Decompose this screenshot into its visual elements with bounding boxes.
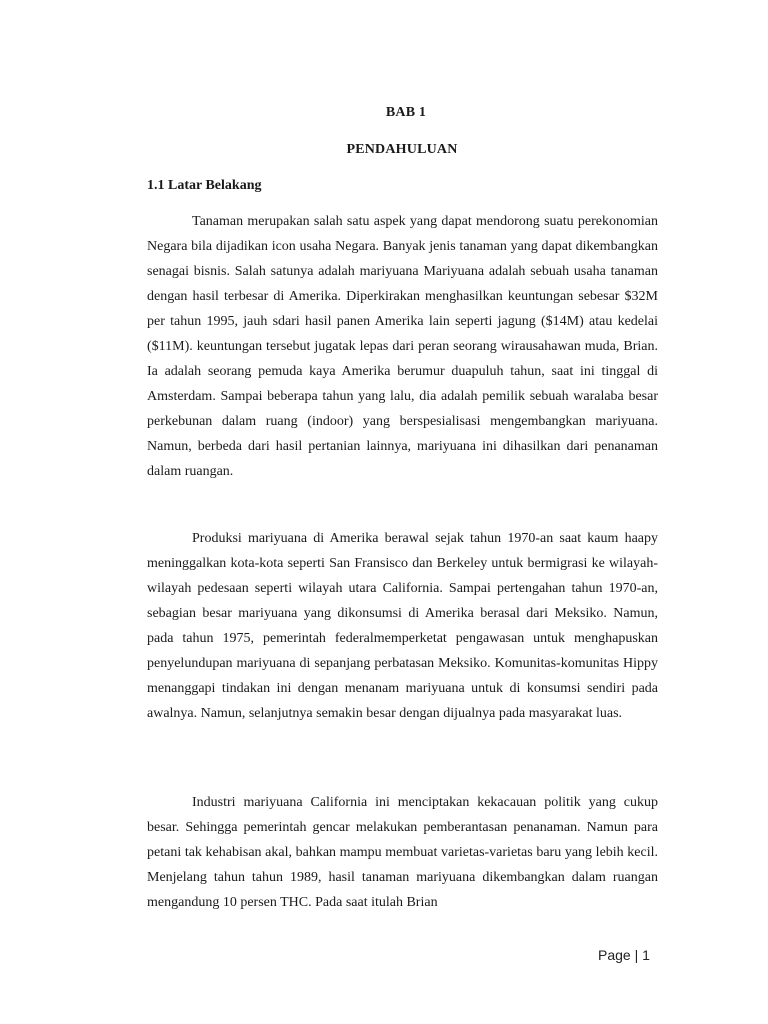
chapter-number: BAB 1 <box>385 105 427 120</box>
paragraph-3-block <box>147 790 658 915</box>
paragraph-1-block <box>147 209 658 484</box>
section-title: 1.1 Latar Belakang <box>147 178 262 193</box>
paragraph-2-block <box>147 526 658 726</box>
paragraph: Produksi mariyuana di Amerika berawal sejak tahun 1970-an saat kaum haapy meninggalkan kota-kota seperti San Fransisco dan Berkeley untuk bermigrasi ke wilayah-wilayah pedesaan seperti wilayah utara California. Sampai pertengahan tahun 1970-an, sebagian besar mariyuana yang dikonsumsi di Amerika berasal dari Meksiko. Namun, pada tahun 1975, pemerintah federalmemperketat pengawasan untuk menghapuskan penyelundupan mariyuana di sepanjang perbatasan Meksiko. Komunitas-komunitas Hippy menanggapi tindakan ini dengan menanam mariyuana untuk di konsumsi sendiri pada awalnya. Namun, selanjutnya semakin besar dengan dijualnya pada masyarakat luas. <box>147 531 658 721</box>
page-number-footer: Page | 1 <box>598 947 650 963</box>
chapter-title: PENDAHULUAN <box>346 142 458 157</box>
paragraph: Industri mariyuana California ini menciptakan kekacauan politik yang cukup besar. Sehingga pemerintah gencar melakukan pemberantasan penanaman. Namun para petani tak kehabisan akal, bahkan mampu membuat varietas-varietas baru yang lebih kecil. Menjelang tahun tahun 1989, hasil tanaman mariyuana dikembangkan dalam ruangan mengandung 10 persen THC. Pada saat itulah Brian <box>147 795 658 910</box>
paragraph: Tanaman merupakan salah satu aspek yang dapat mendorong suatu perekonomian Negara bila dijadikan icon usaha Negara. Banyak jenis tanaman yang dapat dikembangkan senagai bisnis. Salah satunya adalah mariyuana Mariyuana adalah sebuah usaha tanaman dengan hasil terbesar di Amerika. Diperkirakan menghasilkan keuntungan sebesar $32M per tahun 1995, jauh sdari hasil panen Amerika lain seperti jagung ($14M) atau kedelai ($11M). keuntungan tersebut jugatak lepas dari peran seorang wirausahawan muda, Brian. Ia adalah seorang pemuda kaya Amerika berumur duapuluh tahun, saat ini tinggal di Amsterdam. Sampai beberapa tahun yang lalu, dia adalah pemilik sebuah waralaba besar perkebunan dalam ruang (indoor) yang berspesialisasi mengembangkan mariyuana. Namun, berbeda dari hasil pertanian lainnya, mariyuana ini dihasilkan dari penanaman dalam ruangan. <box>147 214 658 479</box>
